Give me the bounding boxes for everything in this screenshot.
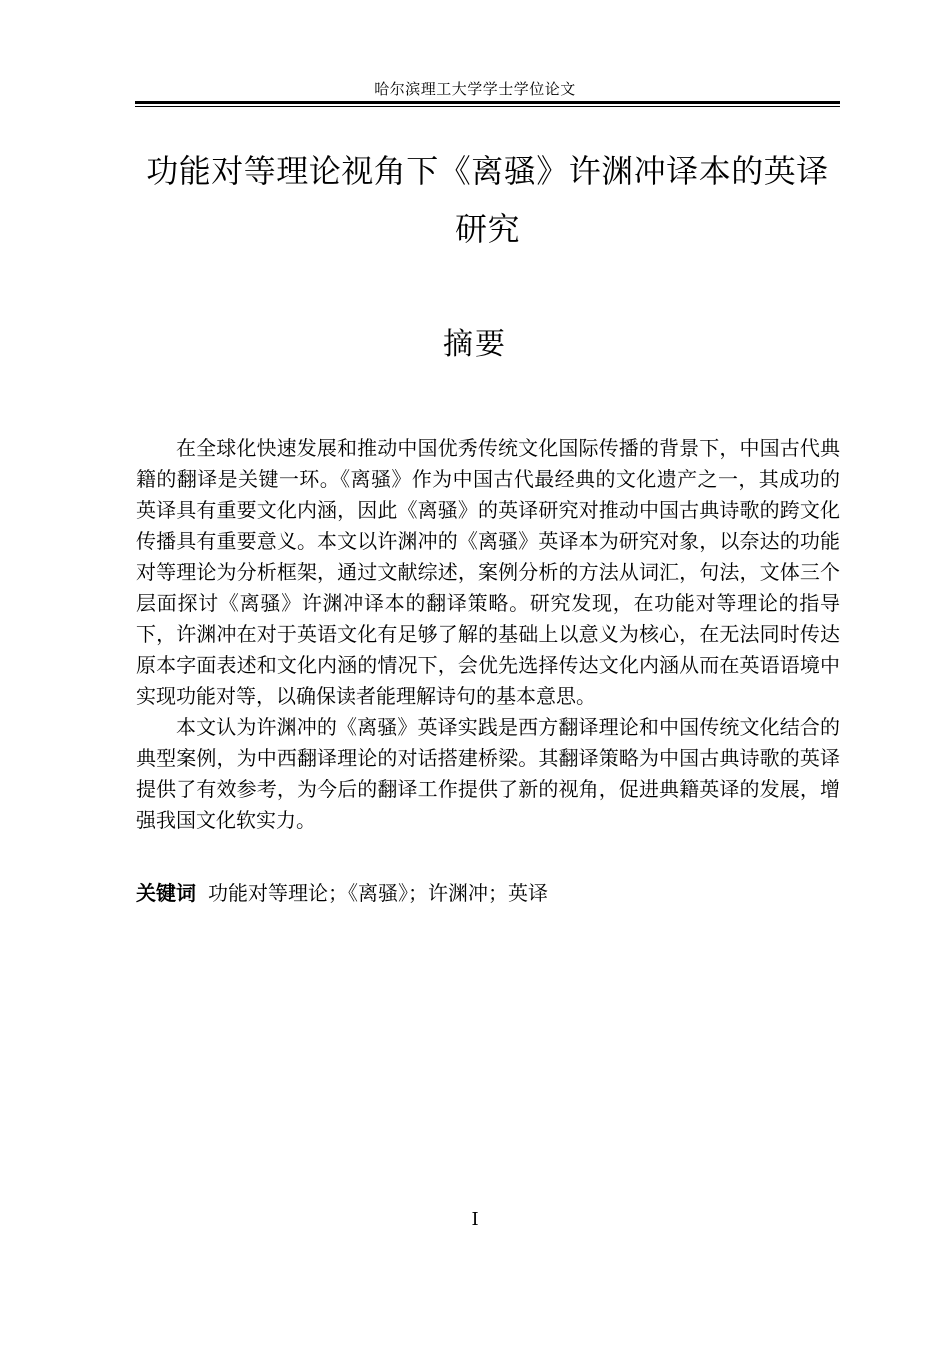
abstract-heading: 摘要 xyxy=(443,327,507,362)
keywords-line xyxy=(136,878,840,909)
header-rule-thin xyxy=(135,106,840,107)
abstract-paragraph-1: 在全球化快速发展和推动中国优秀传统文化国际传播的背景下，中国古代典籍的翻译是关键一环。《离骚》作为中国古代最经典的文化遗产之一，其成功的英译具有重要文化内涵，因此《离骚》的英译研究对推动中国古典诗歌的跨文化传播具有重要意义。本文以许渊冲的《离骚》英译本为研究对象，以奈达的功能对等理论为分析框架，通过文献综述，案例分析的方法从词汇，句法，文体三个层面探讨《离骚》许渊冲译本的翻译策略。研究发现，在功能对等理论的指导下，许渊冲在对于英语文化有足够了解的基础上以意义为核心，在无法同时传达原本字面表述和文化内涵的情况下，会优先选择传达文化内涵从而在英语语境中实现功能对等，以确保读者能理解诗句的基本意思。 xyxy=(136,436,840,708)
page-number: I xyxy=(471,1209,479,1230)
keywords-text: 功能对等理论；《离骚》；许渊冲；英译 xyxy=(208,881,548,905)
running-header: 哈尔滨理工大学学士学位论文 xyxy=(374,80,576,98)
abstract-body xyxy=(136,433,840,836)
abstract-paragraph-2: 本文认为许渊冲的《离骚》英译实践是西方翻译理论和中国传统文化结合的典型案例，为中西翻译理论的对话搭建桥梁。其翻译策略为中国古典诗歌的英译提供了有效参考，为今后的翻译工作提供了新的视角，促进典籍英译的发展，增强我国文化软实力。 xyxy=(136,715,840,832)
thesis-title: 功能对等理论视角下《离骚》许渊冲译本的英译研究 xyxy=(146,152,829,248)
header-rule-thick xyxy=(135,101,840,104)
keywords-label: 关键词 xyxy=(136,881,196,905)
